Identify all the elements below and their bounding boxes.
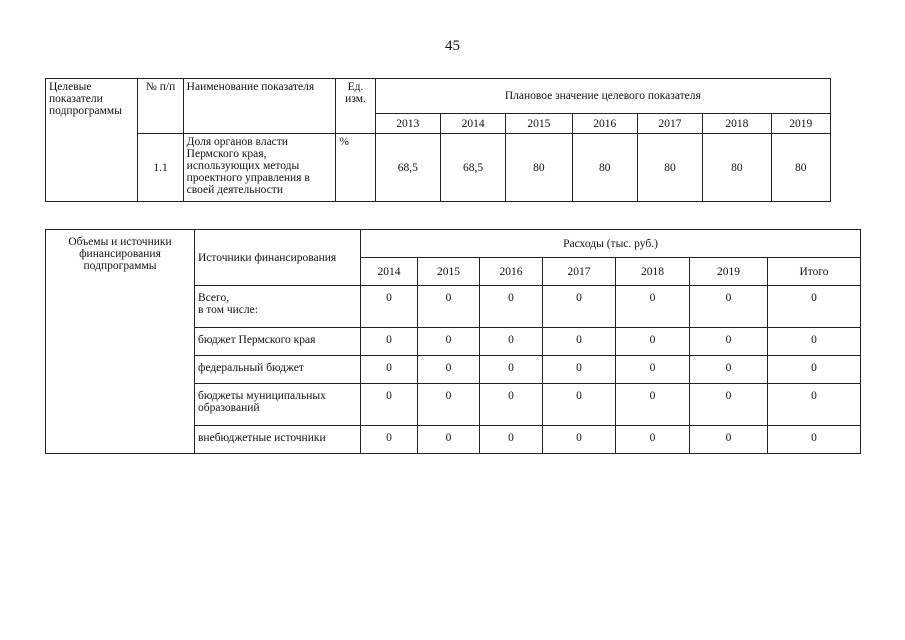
value-cell: 0 — [690, 356, 768, 384]
row-value: 80 — [771, 134, 830, 202]
year-header: 2015 — [418, 258, 480, 286]
year-header: 2014 — [440, 114, 505, 134]
financing-table — [45, 229, 861, 454]
value-cell: 0 — [418, 286, 480, 328]
value-cell: 0 — [616, 328, 690, 356]
source-cell: федеральный бюджет — [195, 356, 361, 384]
table-row — [46, 134, 831, 202]
year-header: 2017 — [637, 114, 702, 134]
source-cell: Всего, в том числе: — [195, 286, 361, 328]
value-cell: 0 — [418, 426, 480, 454]
year-header: 2016 — [480, 258, 543, 286]
value-cell: 0 — [543, 286, 616, 328]
header-expenses: Расходы (тыс. руб.) — [361, 230, 861, 258]
total-header: Итого — [768, 258, 861, 286]
value-cell: 0 — [480, 356, 543, 384]
value-cell: 0 — [690, 328, 768, 356]
value-cell: 0 — [543, 426, 616, 454]
year-header: 2014 — [361, 258, 418, 286]
indicators-label-cell: Целевые показатели подпрограммы — [46, 79, 138, 202]
header-plan: Плановое значение целевого показателя — [375, 79, 830, 114]
value-cell: 0 — [690, 426, 768, 454]
financing-label-cell: Объемы и источники финансирования подпрограммы — [46, 230, 195, 454]
row-value: 68,5 — [375, 134, 440, 202]
row-num: 1.1 — [138, 134, 183, 202]
header-sources: Источники финансирования — [195, 230, 361, 286]
row-value: 80 — [506, 134, 572, 202]
year-header: 2016 — [572, 114, 637, 134]
source-cell: внебюджетные источники — [195, 426, 361, 454]
year-header: 2018 — [703, 114, 771, 134]
value-cell: 0 — [543, 328, 616, 356]
value-cell: 0 — [361, 384, 418, 426]
year-header: 2018 — [616, 258, 690, 286]
value-cell: 0 — [361, 328, 418, 356]
value-cell: 0 — [768, 286, 861, 328]
header-unit: Ед. изм. — [336, 79, 375, 134]
value-cell: 0 — [480, 426, 543, 454]
target-indicators-table — [45, 78, 831, 202]
value-cell: 0 — [768, 328, 861, 356]
value-cell: 0 — [616, 426, 690, 454]
year-header: 2017 — [543, 258, 616, 286]
source-cell: бюджеты муниципальных образований — [195, 384, 361, 426]
value-cell: 0 — [361, 426, 418, 454]
value-cell: 0 — [768, 426, 861, 454]
value-cell: 0 — [543, 356, 616, 384]
year-header: 2013 — [375, 114, 440, 134]
value-cell: 0 — [361, 356, 418, 384]
value-cell: 0 — [616, 286, 690, 328]
value-cell: 0 — [480, 328, 543, 356]
value-cell: 0 — [418, 328, 480, 356]
page-number: 45 — [445, 38, 460, 54]
value-cell: 0 — [768, 356, 861, 384]
value-cell: 0 — [418, 384, 480, 426]
source-cell: бюджет Пермского края — [195, 328, 361, 356]
row-name: Доля органов власти Пермского края, использующих методы проектного управления в своей деятельности — [183, 134, 336, 202]
value-cell: 0 — [480, 384, 543, 426]
header-name: Наименование показателя — [183, 79, 336, 134]
value-cell: 0 — [616, 384, 690, 426]
row-value: 80 — [703, 134, 771, 202]
value-cell: 0 — [616, 356, 690, 384]
value-cell: 0 — [768, 384, 861, 426]
row-value: 80 — [572, 134, 637, 202]
year-header: 2015 — [506, 114, 572, 134]
value-cell: 0 — [543, 384, 616, 426]
row-value: 80 — [637, 134, 702, 202]
row-unit: % — [336, 134, 375, 202]
row-value: 68,5 — [440, 134, 505, 202]
value-cell: 0 — [480, 286, 543, 328]
header-num: № п/п — [138, 79, 183, 134]
value-cell: 0 — [361, 286, 418, 328]
year-header: 2019 — [771, 114, 830, 134]
value-cell: 0 — [690, 384, 768, 426]
value-cell: 0 — [418, 356, 480, 384]
value-cell: 0 — [690, 286, 768, 328]
year-header: 2019 — [690, 258, 768, 286]
